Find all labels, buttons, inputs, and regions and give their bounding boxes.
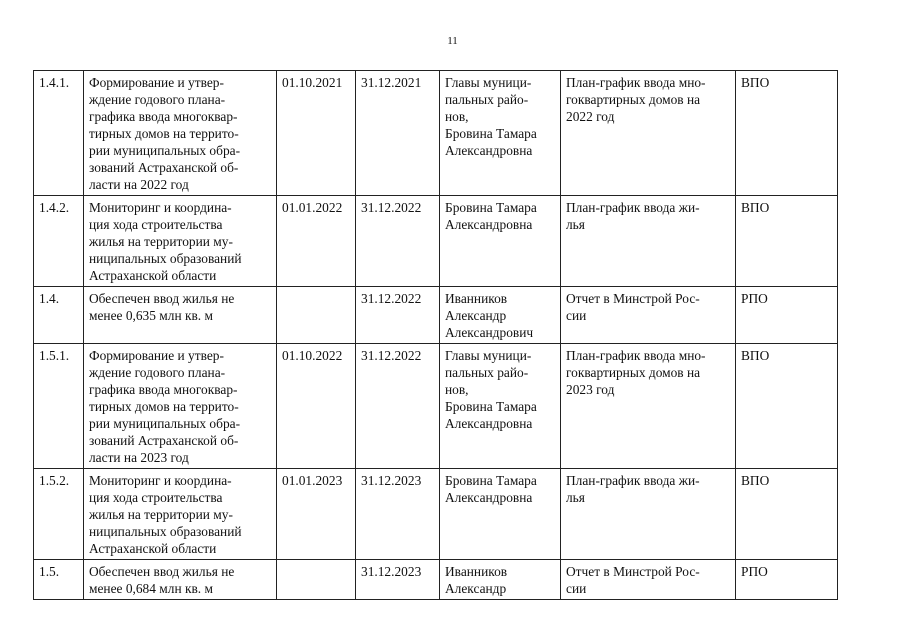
cell-start-date: 01.01.2023	[277, 469, 356, 560]
cell-end-date: 31.12.2022	[356, 344, 440, 469]
cell-number: 1.4.	[34, 287, 84, 344]
cell-task: Мониторинг и координа- ция хода строительства жилья на территории му- ниципальных образований Астраханской области	[84, 196, 277, 287]
cell-document: Отчет в Минстрой Рос- сии	[561, 287, 736, 344]
cell-number: 1.5.2.	[34, 469, 84, 560]
cell-document: План-график ввода мно- гоквартирных домов на 2022 год	[561, 71, 736, 196]
cell-level: ВПО	[736, 344, 838, 469]
cell-responsible: Главы муници- пальных райо- нов, Бровина Тамара Александровна	[440, 344, 561, 469]
cell-number: 1.4.1.	[34, 71, 84, 196]
cell-responsible: Иванников Александр Александрович	[440, 287, 561, 344]
cell-document: План-график ввода мно- гоквартирных домов на 2023 год	[561, 344, 736, 469]
cell-responsible: Бровина Тамара Александровна	[440, 469, 561, 560]
cell-start-date	[277, 560, 356, 600]
cell-task: Обеспечен ввод жилья не менее 0,635 млн кв. м	[84, 287, 277, 344]
cell-level: ВПО	[736, 71, 838, 196]
table-row	[34, 71, 838, 196]
page-number: 11	[447, 35, 458, 47]
table-row	[34, 469, 838, 560]
cell-start-date: 01.01.2022	[277, 196, 356, 287]
cell-number: 1.5.1.	[34, 344, 84, 469]
cell-level: РПО	[736, 287, 838, 344]
table-row	[34, 196, 838, 287]
cell-responsible: Иванников Александр	[440, 560, 561, 600]
plan-table	[33, 70, 838, 600]
cell-task: Формирование и утвер- ждение годового плана- графика ввода многоквар- тирных домов на террито- рии муниципальных обра- зований Астраханской об- ласти на 2022 год	[84, 71, 277, 196]
cell-level: ВПО	[736, 469, 838, 560]
table-row	[34, 287, 838, 344]
cell-number: 1.5.	[34, 560, 84, 600]
cell-end-date: 31.12.2023	[356, 560, 440, 600]
cell-task: Формирование и утвер- ждение годового плана- графика ввода многоквар- тирных домов на террито- рии муниципальных обра- зований Астраханской об- ласти на 2023 год	[84, 344, 277, 469]
cell-end-date: 31.12.2022	[356, 196, 440, 287]
cell-document: План-график ввода жи- лья	[561, 469, 736, 560]
cell-number: 1.4.2.	[34, 196, 84, 287]
cell-document: Отчет в Минстрой Рос- сии	[561, 560, 736, 600]
cell-start-date	[277, 287, 356, 344]
cell-task: Обеспечен ввод жилья не менее 0,684 млн кв. м	[84, 560, 277, 600]
table-row	[34, 560, 838, 600]
cell-task: Мониторинг и координа- ция хода строительства жилья на территории му- ниципальных образований Астраханской области	[84, 469, 277, 560]
cell-level: РПО	[736, 560, 838, 600]
cell-level: ВПО	[736, 196, 838, 287]
cell-start-date: 01.10.2021	[277, 71, 356, 196]
table-row	[34, 344, 838, 469]
cell-end-date: 31.12.2023	[356, 469, 440, 560]
cell-responsible: Главы муници- пальных райо- нов, Бровина Тамара Александровна	[440, 71, 561, 196]
cell-document: План-график ввода жи- лья	[561, 196, 736, 287]
cell-end-date: 31.12.2022	[356, 287, 440, 344]
cell-end-date: 31.12.2021	[356, 71, 440, 196]
cell-start-date: 01.10.2022	[277, 344, 356, 469]
cell-responsible: Бровина Тамара Александровна	[440, 196, 561, 287]
